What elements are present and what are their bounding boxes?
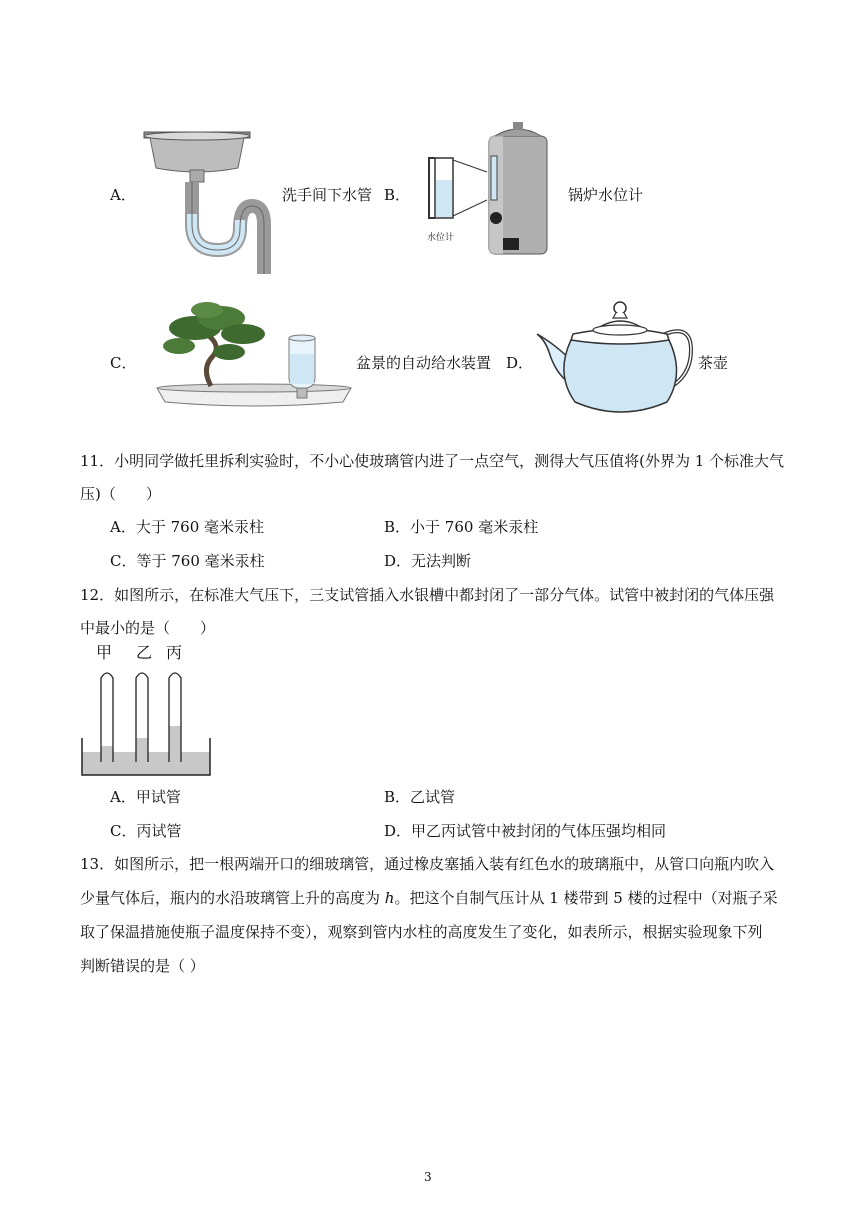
option-c-letter: C．: [110, 354, 137, 372]
q11-option-b: B．小于 760 毫米汞柱: [384, 518, 539, 536]
q11-option-c: C．等于 760 毫米汞柱: [110, 552, 265, 570]
option-b-letter: B．: [384, 186, 411, 204]
q13-stem-line3: 取了保温措施使瓶子温度保持不变），观察到管内水柱的高度发生了变化，如表所示，根据实验现象下列: [80, 923, 763, 941]
option-b-caption: 锅炉水位计: [568, 186, 644, 204]
sink-drain-figure: [140, 124, 275, 276]
q12-stem-line2: 中最小的是（ ）: [80, 619, 216, 637]
q11-option-d: D．无法判断: [384, 552, 472, 570]
q12-option-b: B．乙试管: [384, 788, 456, 806]
q13-var-h: h: [384, 889, 395, 907]
option-c-caption: 盆景的自动给水装置: [356, 354, 492, 372]
option-a-caption: 洗手间下水管: [282, 186, 373, 204]
bonsai-watering-figure: [155, 298, 355, 410]
q13-stem-line4: 判断错误的是（ ）: [80, 957, 205, 975]
q13-line2-pre: 少量气体后，瓶内的水沿玻璃管上升的高度为: [80, 889, 385, 907]
option-d-caption: 茶壶: [698, 354, 729, 372]
q12-stem-line1: 12．如图所示，在标准大气压下，三支试管插入水银槽中都封闭了一部分气体。试管中被封闭的气体压强: [80, 586, 775, 604]
q11-stem-line1: 11．小明同学做托里拆利实验时，不小心使玻璃管内进了一点空气，测得大气压值将(外界为 1 个标准大气: [80, 452, 785, 470]
test-tubes-figure: [80, 642, 215, 782]
mercury-trough-svg: [80, 642, 215, 782]
tube-label-yi: 乙: [136, 643, 153, 662]
option-d-letter: D．: [506, 354, 534, 372]
q12-option-c: C．丙试管: [110, 822, 182, 840]
page-number: 3: [424, 1170, 432, 1184]
gauge-label: 水位计: [427, 233, 455, 243]
boiler-gauge-figure: [415, 120, 555, 260]
q13-stem-line2: [80, 887, 778, 909]
teapot-figure: [535, 294, 695, 422]
tube-label-jia: 甲: [96, 643, 113, 662]
tube-label-bing: 丙: [166, 643, 183, 662]
q11-option-a: A．大于 760 毫米汞柱: [110, 518, 264, 536]
q12-option-a: A．甲试管: [110, 788, 181, 806]
option-a-letter: A．: [110, 186, 136, 204]
q11-stem-line2: 压)（ ）: [80, 485, 161, 503]
q13-stem-line1: 13．如图所示，把一根两端开口的细玻璃管，通过橡皮塞插入装有红色水的玻璃瓶中，从管口向瓶内吹入: [80, 855, 775, 873]
q13-line2-post: 。把这个自制气压计从 1 楼带到 5 楼的过程中（对瓶子采: [394, 889, 778, 907]
q12-option-d: D．甲乙丙试管中被封闭的气体压强均相同: [384, 822, 667, 840]
